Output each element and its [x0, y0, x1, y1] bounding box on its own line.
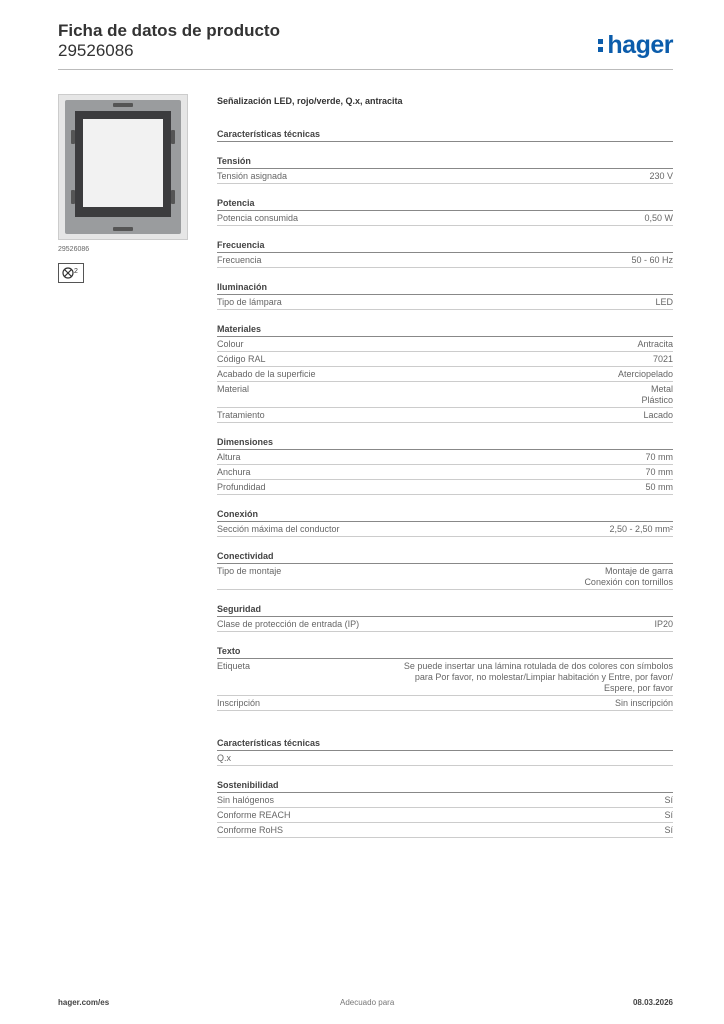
section-title: Materiales [217, 323, 673, 337]
page-footer [58, 998, 673, 1007]
spec-value-line: 2,50 - 2,50 mm² [609, 524, 673, 534]
spec-label: Inscripción [217, 698, 261, 708]
spec-label: Profundidad [217, 482, 266, 492]
spec-row [217, 564, 673, 590]
spec-row [217, 659, 673, 696]
spec-row [217, 793, 673, 808]
spec-label: Etiqueta [217, 661, 251, 671]
spec-value [404, 661, 673, 694]
spec-row [217, 169, 673, 184]
spec-label: Altura [217, 452, 241, 462]
spec-value [615, 698, 673, 709]
spec-section [217, 645, 673, 711]
spec-value [618, 369, 673, 380]
spec-column [217, 94, 673, 851]
spec-value [654, 619, 673, 630]
spec-row [217, 808, 673, 823]
spec-value-line: 50 - 60 Hz [631, 255, 673, 265]
spec-section [217, 603, 673, 632]
spec-row [217, 617, 673, 632]
spec-value-line: 7021 [652, 354, 673, 364]
spec-value [637, 339, 673, 350]
spec-label: Tipo de montaje [217, 566, 282, 576]
spec-value [664, 825, 673, 836]
spec-label: Frecuencia [217, 255, 262, 265]
spec-value [631, 255, 673, 266]
footer-note: Adecuado para [340, 998, 395, 1007]
device-frame [75, 111, 171, 217]
spec-section [217, 779, 673, 838]
spec-value-line: LED [655, 297, 673, 307]
spec-value-line: Espere, por favor [603, 683, 673, 693]
product-image [58, 94, 188, 240]
spec-label: Q.x [217, 753, 232, 763]
spec-label: Conforme RoHS [217, 825, 284, 835]
spec-value-line: 50 mm [645, 482, 673, 492]
spec-value-line: para Por favor, no molestar/Limpiar habitación y Entre, por favor/ [414, 672, 673, 682]
spec-row [217, 382, 673, 408]
spec-value-line: Metal [650, 384, 673, 394]
spec-row [217, 823, 673, 838]
section-title: Conectividad [217, 550, 673, 564]
spec-sections-secondary [217, 737, 673, 838]
spec-row [217, 295, 673, 310]
spec-value [584, 566, 673, 588]
spec-row [217, 480, 673, 495]
spec-section [217, 155, 673, 184]
spec-value [641, 384, 673, 406]
footer-website: hager.com/es [58, 998, 110, 1007]
logo-text: hager [607, 31, 673, 59]
spec-row [217, 696, 673, 711]
spec-value-line: 230 V [649, 171, 673, 181]
section-title: Dimensiones [217, 436, 673, 450]
section-title: Iluminación [217, 281, 673, 295]
spec-label: Sección máxima del conductor [217, 524, 340, 534]
spec-label: Anchura [217, 467, 251, 477]
product-number: 29526086 [58, 41, 134, 60]
spec-value [609, 524, 673, 535]
spec-row [217, 337, 673, 352]
image-caption: 29526086 [58, 246, 90, 253]
spec-label: Sin halógenos [217, 795, 275, 805]
spec-value-line: Conexión con tornillos [584, 577, 673, 587]
spec-section [217, 281, 673, 310]
spec-value [645, 467, 673, 478]
spec-label: Código RAL [217, 354, 266, 364]
spec-label: Tensión asignada [217, 171, 288, 181]
section-title: Características técnicas [217, 128, 673, 142]
product-name: Señalización LED, rojo/verde, Q.x, antracita [217, 96, 403, 106]
spec-value-line: Lacado [643, 410, 673, 420]
symbol-superscript: 2 [74, 268, 78, 275]
footer-date: 08.03.2026 [632, 998, 673, 1007]
product-image-column [58, 94, 188, 283]
section-title: Frecuencia [217, 239, 673, 253]
lamp-symbol-icon [58, 263, 84, 283]
section-title: Conexión [217, 508, 673, 522]
spec-label: Conforme REACH [217, 810, 291, 820]
spec-value-line: Se puede insertar una lámina rotulada de dos colores con símbolos [403, 661, 673, 671]
spec-value-line: Sí [664, 810, 673, 820]
section-title: Tensión [217, 155, 673, 169]
spec-row [217, 522, 673, 537]
spec-value [664, 795, 673, 806]
page-header [58, 20, 673, 70]
logo-dots-icon [598, 36, 605, 54]
spec-sections [217, 128, 673, 711]
spec-value-line: Antracita [637, 339, 673, 349]
spec-row [217, 465, 673, 480]
spec-section [217, 508, 673, 537]
spec-value [643, 410, 673, 421]
spec-value-line: IP20 [654, 619, 673, 629]
spec-row [217, 367, 673, 382]
spec-row [217, 751, 673, 766]
spec-label: Material [217, 384, 250, 394]
spec-value [653, 354, 673, 365]
spec-label: Potencia consumida [217, 213, 299, 223]
spec-value-line: Montaje de garra [604, 566, 673, 576]
spec-value-line: 0,50 W [644, 213, 673, 223]
spec-label: Tipo de lámpara [217, 297, 282, 307]
spec-label: Tratamiento [217, 410, 265, 420]
hager-logo [598, 30, 673, 60]
spec-label: Colour [217, 339, 244, 349]
spec-row [217, 408, 673, 423]
spec-value [649, 171, 673, 182]
spec-section [217, 737, 673, 766]
spec-section [217, 323, 673, 423]
spec-section [217, 128, 673, 142]
spec-value [664, 810, 673, 821]
spec-row [217, 450, 673, 465]
spec-section [217, 239, 673, 268]
spec-value-line: Sin inscripción [614, 698, 673, 708]
spec-value [655, 297, 673, 308]
led-lens [83, 119, 163, 207]
spec-value-line: 70 mm [645, 467, 673, 477]
section-title: Potencia [217, 197, 673, 211]
spec-label: Acabado de la superficie [217, 369, 316, 379]
spec-label: Clase de protección de entrada (IP) [217, 619, 360, 629]
spec-value-line: 70 mm [645, 452, 673, 462]
spec-section [217, 550, 673, 590]
spec-row [217, 352, 673, 367]
spec-value-line: Aterciopelado [617, 369, 673, 379]
spec-section [217, 436, 673, 495]
spec-value-line: Plástico [641, 395, 673, 405]
spec-row [217, 253, 673, 268]
spec-section [217, 197, 673, 226]
section-title: Seguridad [217, 603, 673, 617]
section-title: Texto [217, 645, 673, 659]
spec-value [644, 213, 673, 224]
spec-value-line: Sí [664, 825, 673, 835]
section-title: Características técnicas [217, 737, 673, 751]
spec-row [217, 211, 673, 226]
spec-value [645, 452, 673, 463]
spec-value [645, 482, 673, 493]
section-title: Sostenibilidad [217, 779, 673, 793]
page-title: Ficha de datos de producto [58, 21, 280, 40]
spec-value-line: Sí [664, 795, 673, 805]
